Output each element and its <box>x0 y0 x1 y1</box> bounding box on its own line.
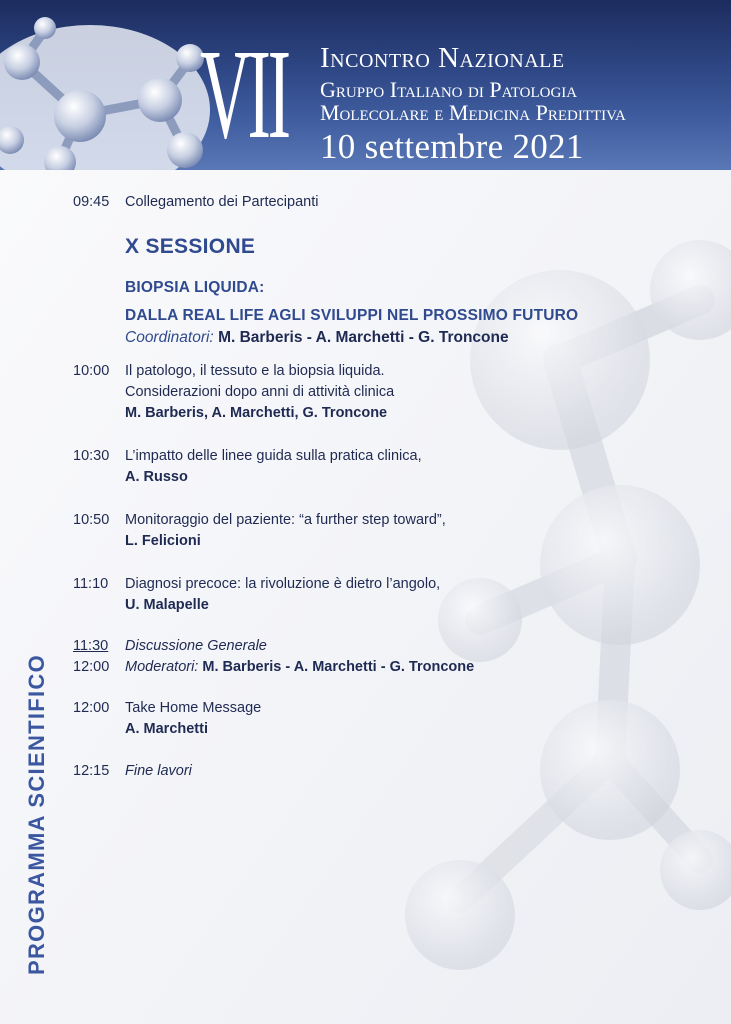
item-title: Take Home Message <box>125 700 262 716</box>
item-time: 10:30 <box>73 448 110 464</box>
item-title: Discussione Generale <box>125 638 267 654</box>
item-speaker: M. Barberis, A. Marchetti, G. Troncone <box>125 405 388 421</box>
coordinators-names: M. Barberis - A. Marchetti - G. Troncone <box>218 329 509 346</box>
session-subtitle-1: BIOPSIA LIQUIDA: <box>125 279 265 296</box>
item-title: Fine lavori <box>125 763 192 779</box>
item-speaker: A. Marchetti <box>125 721 208 737</box>
item-time: 09:45 <box>73 194 110 210</box>
item-speaker: L. Felicioni <box>125 533 201 549</box>
item-time: 10:00 <box>73 363 110 379</box>
item-time: 12:15 <box>73 763 110 779</box>
item-title-continued: Considerazioni dopo anni di attività clinica <box>125 384 395 400</box>
item-time: 10:50 <box>73 512 110 528</box>
item-speaker: U. Malapelle <box>125 597 209 613</box>
edition-number: VII <box>200 23 288 165</box>
coordinators-label: Coordinatori: <box>125 329 214 346</box>
event-date: 10 settembre 2021 <box>320 127 584 166</box>
item-time: 12:00 <box>73 700 110 716</box>
event-subtitle-line2: Molecolare e Medicina Predittiva <box>320 100 626 125</box>
side-section-label: PROGRAMMA SCIENTIFICO <box>24 653 49 975</box>
item-title: Monitoraggio del paziente: “a further step toward”, <box>125 512 446 528</box>
item-title: Il patologo, il tessuto e la biopsia liquida. <box>125 363 385 379</box>
item-title: L’impatto delle linee guida sulla pratica clinica, <box>125 448 422 464</box>
item-time-end: 12:00 <box>73 659 110 675</box>
moderators-names: M. Barberis - A. Marchetti - G. Troncone <box>202 659 475 675</box>
item-title: Diagnosi precoce: la rivoluzione è dietro l’angolo, <box>125 576 441 592</box>
item-time: 11:10 <box>73 576 109 592</box>
event-title: Incontro Nazionale <box>320 42 565 74</box>
item-speaker: A. Russo <box>125 469 188 485</box>
session-title: X SESSIONE <box>125 235 256 258</box>
session-subtitle-2: DALLA REAL LIFE AGLI SVILUPPI NEL PROSSIMO FUTURO <box>125 307 579 324</box>
moderators-label: Moderatori: <box>125 659 199 675</box>
item-time-start: 11:30 <box>73 638 109 654</box>
event-subtitle-line1: Gruppo Italiano di Patologia <box>320 77 578 102</box>
item-title: Collegamento dei Partecipanti <box>125 194 319 210</box>
